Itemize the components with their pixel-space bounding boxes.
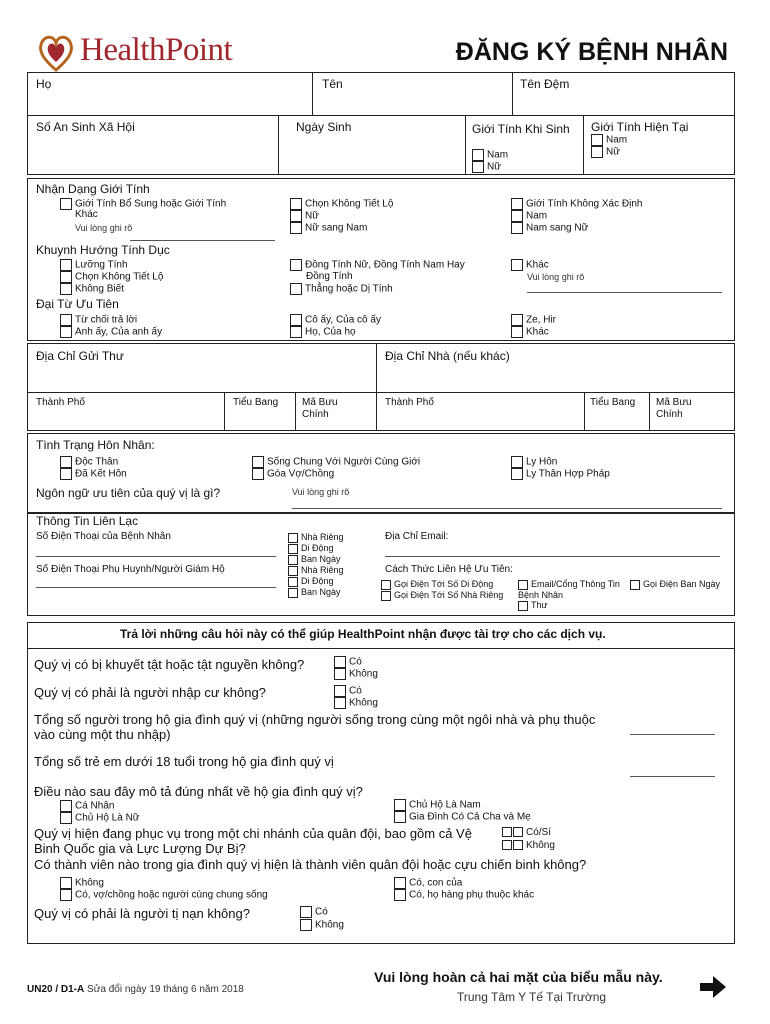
pronoun-decline[interactable]: Từ chối trả lời [60,314,137,327]
patient-phone-day[interactable]: Ban Ngày [288,553,341,565]
patient-phone-label: Số Điện Thoại của Bệnh Nhân [36,531,171,542]
checkbox[interactable] [334,697,346,709]
pronoun-she[interactable]: Cô ấy, Của cô ấy [290,314,381,327]
checkbox[interactable] [511,222,523,234]
household-two-parent[interactable]: Gia Đình Có Cả Cha và Mẹ [394,811,531,824]
identity-other-cont: Khác [75,209,98,220]
disability-question: Quý vị có bị khuyết tật hoặc tật nguyền không? [34,657,305,672]
pronoun-ze[interactable]: Ze, Hir [511,314,556,327]
identity-ftm[interactable]: Nữ sang Nam [290,222,367,235]
veteran-child[interactable]: Có, con của [394,877,462,890]
logo [36,30,251,76]
checkbox[interactable] [60,800,72,812]
identity-note: Vui lòng ghi rõ [75,223,133,233]
mail-zip-field[interactable]: Mã Bưu Chính [302,397,338,420]
marital-married[interactable]: Đã Kết Hôn [60,468,127,481]
household-size-question-cont: vào cùng một thu nhập) [34,727,171,742]
immigrant-yes[interactable]: Có [334,685,362,698]
checkbox[interactable] [394,877,406,889]
pref-mail[interactable]: Thư [518,599,548,611]
military-question-cont: Binh Quốc gia và Lực Lượng Dự Bị? [34,841,246,856]
mail-city-field[interactable]: Thành Phố [36,397,85,408]
checkbox[interactable] [300,906,312,918]
sex-birth-male[interactable]: Nam [472,149,508,162]
patient-phone-input[interactable] [36,556,276,557]
checkbox[interactable] [630,580,640,590]
parent-phone-label: Số Điện Thoại Phụ Huynh/Người Giám Hộ [36,564,225,575]
orientation-note: Vui lòng ghi rõ [527,272,585,282]
checkbox[interactable] [60,326,72,338]
gender-now-label: Giới Tính Hiện Tại [591,120,689,134]
pref-home[interactable]: Gọi Điện Tới Số Nhà Riêng [381,589,503,601]
checkbox[interactable] [60,283,72,295]
checkbox[interactable] [394,889,406,901]
identity-mtf[interactable]: Nam sang Nữ [511,222,588,235]
parent-phone-home[interactable]: Nhà Riêng [288,564,344,576]
email-label: Địa Chỉ Email: [385,531,449,542]
checkbox[interactable] [60,468,72,480]
identity-female[interactable]: Nữ [290,210,319,223]
pref-mobile[interactable]: Gọi Điện Tới Số Di Động [381,578,493,590]
checkbox[interactable] [60,259,72,271]
military-no[interactable]: Không [502,840,555,852]
gender-identity-title: Nhận Dạng Giới Tính [36,182,150,196]
checkbox[interactable] [513,827,523,837]
checkbox[interactable] [290,222,302,234]
checkbox[interactable] [288,588,298,598]
funding-heading: Trả lời những câu hỏi này có thể giúp HealthPoint nhận được tài trợ cho các dịch vụ. [120,627,606,641]
checkbox[interactable] [60,877,72,889]
sex-birth-female[interactable]: Nữ [472,161,501,174]
both-sides-note: Vui lòng hoàn cả hai mặt của biểu mẫu này. [374,969,663,985]
marital-widowed[interactable]: Góa Vợ/Chồng [252,468,334,481]
checkbox[interactable] [334,668,346,680]
checkbox[interactable] [290,259,302,271]
orientation-straight[interactable]: Thẳng hoặc Dị Tính [290,283,393,296]
household-male-head[interactable]: Chủ Hộ Là Nam [394,799,481,812]
checkbox[interactable] [60,889,72,901]
orientation-decline[interactable]: Chọn Không Tiết Lộ [60,271,163,284]
checkbox[interactable] [334,685,346,697]
home-address-field[interactable]: Địa Chỉ Nhà (nếu khác) [385,349,510,363]
household-size-question: Tổng số người trong hộ gia đình quý vị (những người sống trong cùng một ngôi nhà và phụ thuộc [34,712,596,727]
sex-at-birth-label: Giới Tính Khi Sinh [472,122,570,136]
center-name: Trung Tâm Y Tế Tại Trường [457,990,607,1004]
military-yes[interactable]: Có/Sí [502,827,551,839]
household-type-question: Điều nào sau đây mô tả đúng nhất về hộ gia đình quý vị? [34,784,363,799]
orientation-bi[interactable]: Lưỡng Tính [60,259,128,272]
children-question: Tổng số trẻ em dưới 18 tuổi trong hộ gia đình quý vị [34,754,334,769]
checkbox[interactable] [381,591,391,601]
identity-decline[interactable]: Chọn Không Tiết Lộ [290,198,393,211]
gender-now-female[interactable]: Nữ [591,146,620,159]
checkbox[interactable] [334,656,346,668]
parent-phone-mobile[interactable]: Di Động [288,575,334,587]
checkbox[interactable] [290,210,302,222]
veteran-relative[interactable]: Có, họ hàng phụ thuộc khác [394,889,534,902]
immigrant-question: Quý vị có phải là người nhập cư không? [34,685,266,700]
identity-male[interactable]: Nam [511,210,547,223]
home-zip-field[interactable]: Mã Bưu Chính [656,397,692,420]
heart-logo-icon [36,30,76,74]
veteran-spouse[interactable]: Có, vợ/chồng hoặc người cùng chung sống [60,889,268,902]
pronoun-other[interactable]: Khác [511,326,549,339]
patient-phone-home[interactable]: Nhà Riêng [288,531,344,543]
checkbox[interactable] [60,812,72,824]
language-question: Ngôn ngữ ưu tiên của quý vị là gì? [36,486,221,500]
military-question: Quý vị hiện đang phục vụ trong một chi nhánh của quân đội, bao gồm cả Vệ [34,826,472,841]
children-input[interactable] [630,776,715,777]
pronouns-title: Đại Từ Ưu Tiên [36,297,119,311]
orientation-unknown[interactable]: Không Biết [60,283,124,296]
checkbox[interactable] [511,326,523,338]
marital-partner[interactable]: Sống Chung Với Người Cùng Giới [252,456,420,469]
gender-now-male[interactable]: Nam [591,134,627,147]
ssn-field[interactable]: Số An Sinh Xã Hội [36,120,135,134]
veteran-family-question: Có thành viên nào trong gia đình quý vị hiện là thành viên quân đội hoặc cựu chiến binh không? [34,857,587,872]
checkbox[interactable] [290,314,302,326]
last-name-field[interactable]: Họ [36,77,52,91]
checkbox[interactable] [511,468,523,480]
checkbox[interactable] [60,456,72,468]
checkbox[interactable] [502,827,512,837]
checkbox[interactable] [472,161,484,173]
orientation-title: Khuynh Hướng Tính Dục [36,243,170,257]
form-code: UN20 / D1-A Sửa đổi ngày 19 tháng 6 năm 2018 [27,984,244,995]
checkbox[interactable] [518,601,528,611]
checkbox[interactable] [591,134,603,146]
checkbox[interactable] [60,271,72,283]
checkbox[interactable] [513,840,523,850]
checkbox[interactable] [511,456,523,468]
household-single[interactable]: Cá Nhân [60,800,114,813]
household-size-input[interactable] [630,734,715,735]
language-note: Vui lòng ghi rõ [292,487,350,497]
patient-phone-mobile[interactable]: Di Động [288,542,334,554]
checkbox[interactable] [511,210,523,222]
checkbox[interactable] [300,919,312,931]
arrow-right-icon [700,976,726,998]
name-row [27,72,735,116]
marital-divorced[interactable]: Ly Hôn [511,456,557,469]
checkbox[interactable] [394,799,406,811]
first-name-field[interactable]: Tên [322,77,343,91]
immigrant-no[interactable]: Không [334,697,378,710]
dob-field[interactable]: Ngày Sinh [296,120,352,134]
mail-state-field[interactable]: Tiểu Bang [233,397,279,408]
checkbox[interactable] [511,198,523,210]
parent-phone-input[interactable] [36,587,276,588]
checkbox[interactable] [502,840,512,850]
orientation-gay-cont: Đồng Tính [306,271,353,282]
household-female-head[interactable]: Chủ Hộ Là Nữ [60,812,140,825]
refugee-yes[interactable]: Có [300,906,328,919]
checkbox[interactable] [252,456,264,468]
checkbox[interactable] [290,283,302,295]
marital-single[interactable]: Độc Thân [60,456,118,469]
checkbox[interactable] [60,314,72,326]
disability-yes[interactable]: Có [334,656,362,669]
address-section [27,343,735,431]
middle-name-field[interactable]: Tên Đệm [520,77,570,91]
refugee-no[interactable]: Không [300,919,344,932]
identity-other[interactable]: Giới Tính Bổ Sung hoặc Giới Tính [60,198,226,211]
checkbox[interactable] [290,326,302,338]
email-input[interactable] [385,556,720,557]
checkbox[interactable] [511,314,523,326]
marital-title: Tình Trạng Hôn Nhân: [36,438,155,452]
pref-daytime[interactable]: Gọi Điện Ban Ngày [630,578,720,590]
home-state-field[interactable]: Tiểu Bang [590,397,636,408]
pref-portal[interactable]: Email/Cổng Thông Tin [518,578,620,590]
identity-nonbinary[interactable]: Giới Tính Không Xác Định [511,198,642,211]
pronoun-they[interactable]: Họ, Của họ [290,326,356,339]
pronoun-he[interactable]: Anh ấy, Của anh ấy [60,326,162,339]
pref-portal-cont: Bệnh Nhân [518,590,564,600]
disability-no[interactable]: Không [334,668,378,681]
language-input[interactable] [292,508,722,509]
veteran-no[interactable]: Không [60,877,104,890]
parent-phone-day[interactable]: Ban Ngày [288,586,341,598]
checkbox[interactable] [394,811,406,823]
checkbox[interactable] [60,198,72,210]
home-city-field[interactable]: Thành Phố [385,397,434,408]
checkbox[interactable] [252,468,264,480]
marital-separated[interactable]: Ly Thân Hợp Pháp [511,468,610,481]
checkbox[interactable] [290,198,302,210]
contact-pref-title: Cách Thức Liên Hệ Ưu Tiên: [385,564,513,575]
mail-address-field[interactable]: Địa Chỉ Gửi Thư [36,349,124,363]
orientation-other[interactable]: Khác [511,259,549,272]
checkbox[interactable] [591,146,603,158]
page-title: ĐĂNG KÝ BỆNH NHÂN [455,38,728,66]
checkbox[interactable] [472,149,484,161]
refugee-question: Quý vị có phải là người tị nạn không? [34,906,250,921]
logo-text: HealthPoint [80,32,233,68]
orientation-gay[interactable]: Đồng Tính Nữ, Đồng Tính Nam Hay [290,259,465,272]
checkbox[interactable] [511,259,523,271]
contact-title: Thông Tin Liên Lạc [36,514,139,528]
